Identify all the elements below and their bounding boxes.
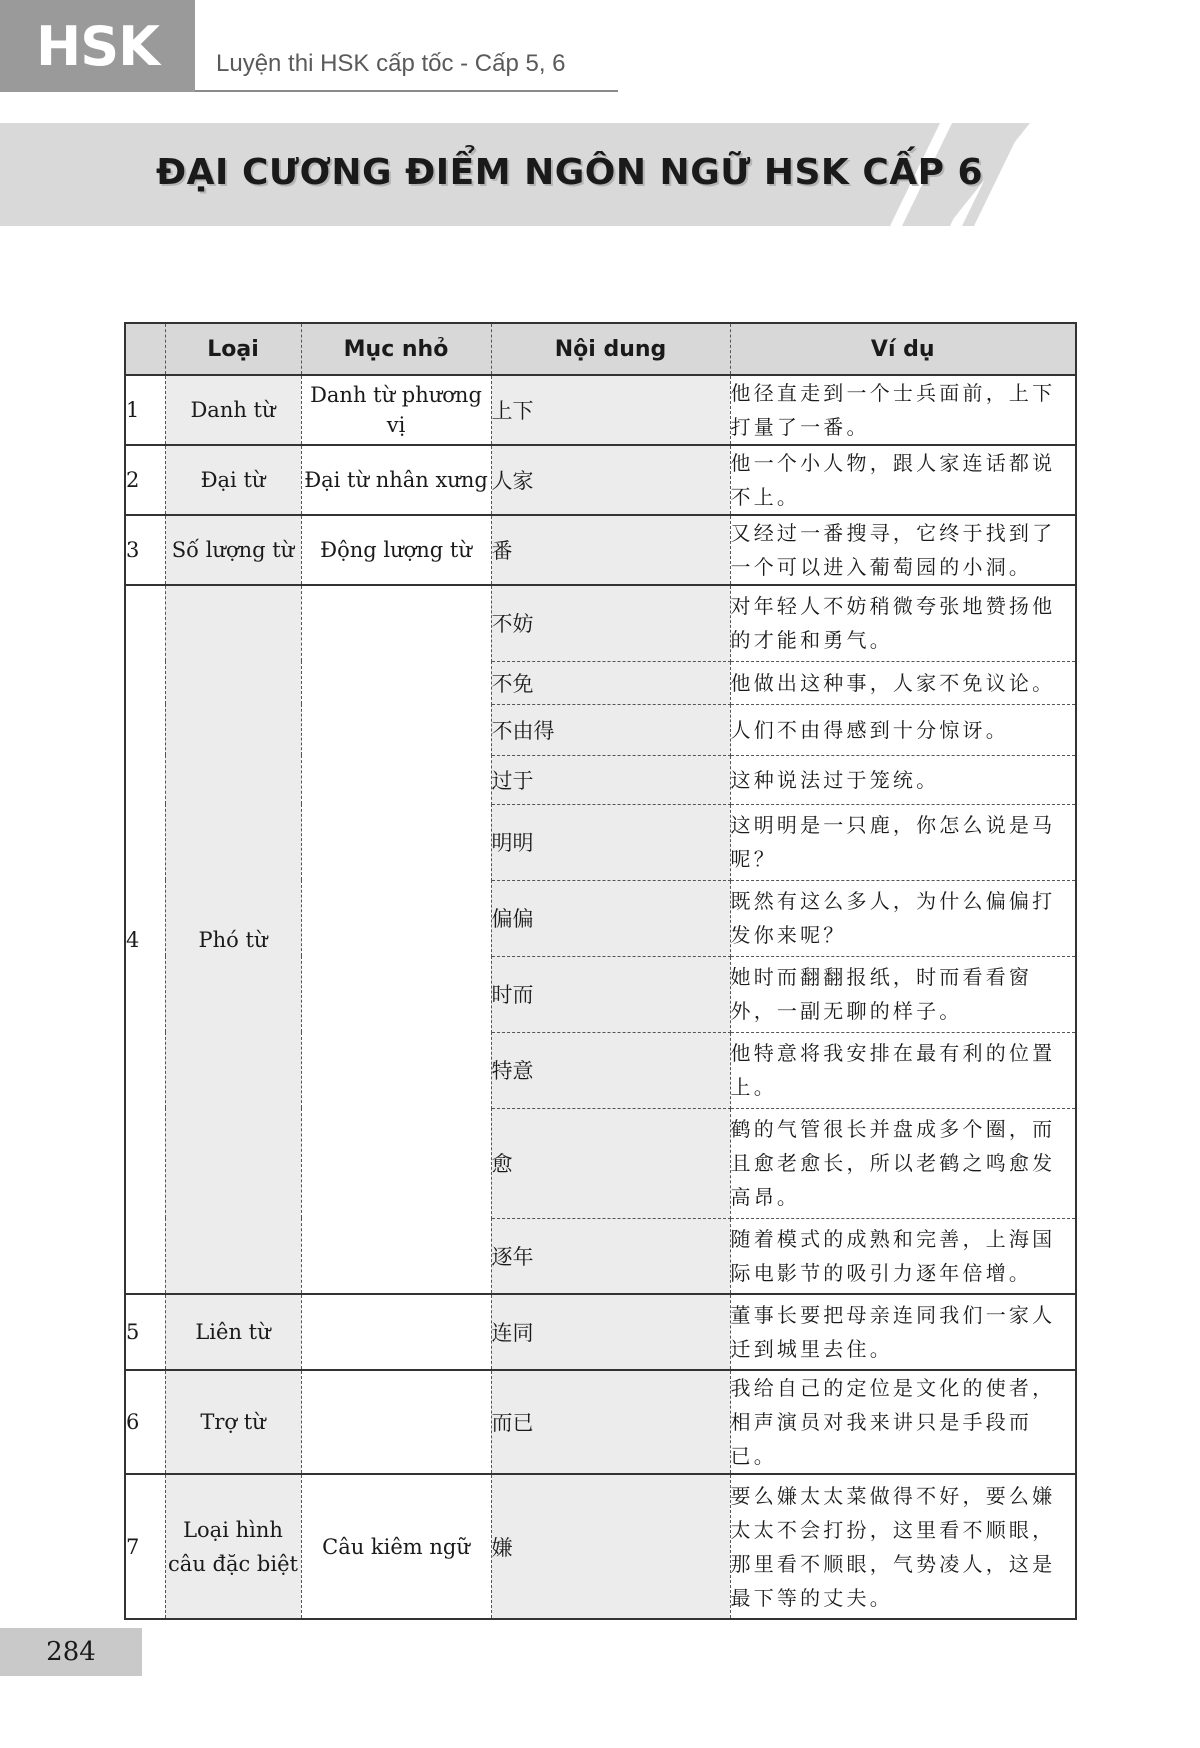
example-cell: 董事长要把母亲连同我们一家人迁到城里去住。 (730, 1294, 1076, 1370)
example-cell: 他特意将我安排在最有利的位置上。 (730, 1032, 1076, 1108)
example-cell: 他做出这种事，人家不免议论。 (730, 661, 1076, 704)
row-number: 6 (125, 1370, 165, 1474)
category-cell: Trợ từ (165, 1370, 301, 1474)
row-number: 3 (125, 515, 165, 585)
subcategory-cell (301, 585, 491, 1294)
example-cell: 这种说法过于笼统。 (730, 755, 1076, 804)
grammar-table (124, 322, 1077, 1620)
table-row (125, 515, 1076, 585)
example-cell: 鹤的气管很长并盘成多个圈，而且愈老愈长，所以老鹤之鸣愈发高昂。 (730, 1108, 1076, 1218)
content-cell: 时而 (491, 956, 730, 1032)
example-cell: 人们不由得感到十分惊讶。 (730, 704, 1076, 755)
table-row (125, 1370, 1076, 1474)
content-cell: 明明 (491, 804, 730, 880)
example-cell: 既然有这么多人，为什么偏偏打发你来呢？ (730, 880, 1076, 956)
subcategory-cell (301, 1294, 491, 1370)
example-cell: 要么嫌太太菜做得不好，要么嫌太太不会打扮，这里看不顺眼，那里看不顺眼，气势凌人，这是最下等的丈夫。 (730, 1474, 1076, 1619)
header-cell-loai: Loại (165, 323, 301, 375)
header-cell-noi-dung: Nội dung (491, 323, 730, 375)
table-header-row (125, 323, 1076, 375)
header-cell-vi-du: Ví dụ (730, 323, 1076, 375)
brand-logo: HSK (0, 0, 195, 92)
example-cell: 这明明是一只鹿，你怎么说是马呢？ (730, 804, 1076, 880)
category-cell: Loại hình câu đặc biệt (165, 1474, 301, 1619)
example-cell: 他一个小人物，跟人家连话都说不上。 (730, 445, 1076, 515)
content-cell: 特意 (491, 1032, 730, 1108)
content-cell: 逐年 (491, 1218, 730, 1294)
example-cell: 对年轻人不妨稍微夸张地赞扬他的才能和勇气。 (730, 585, 1076, 661)
content-cell: 上下 (491, 375, 730, 445)
content-cell: 而已 (491, 1370, 730, 1474)
content-cell: 不由得 (491, 704, 730, 755)
content-cell: 番 (491, 515, 730, 585)
row-number: 4 (125, 585, 165, 1294)
content-cell: 不妨 (491, 585, 730, 661)
category-cell: Danh từ (165, 375, 301, 445)
category-cell: Liên từ (165, 1294, 301, 1370)
page-number: 284 (0, 1628, 142, 1676)
row-number: 7 (125, 1474, 165, 1619)
content-cell: 不免 (491, 661, 730, 704)
row-number: 1 (125, 375, 165, 445)
content-cell: 偏偏 (491, 880, 730, 956)
page-title: ĐẠI CƯƠNG ĐIỂM NGÔN NGỮ HSK CẤP 6 (156, 152, 984, 193)
header-cell-number (125, 323, 165, 375)
table-row (125, 585, 1076, 661)
table-row (125, 375, 1076, 445)
category-cell: Đại từ (165, 445, 301, 515)
subcategory-cell: Câu kiêm ngữ (301, 1474, 491, 1619)
row-number: 5 (125, 1294, 165, 1370)
example-cell: 我给自己的定位是文化的使者，相声演员对我来讲只是手段而已。 (730, 1370, 1076, 1474)
subcategory-cell: Danh từ phương vị (301, 375, 491, 445)
row-number: 2 (125, 445, 165, 515)
subcategory-cell (301, 1370, 491, 1474)
subcategory-cell: Đại từ nhân xưng (301, 445, 491, 515)
table-row (125, 445, 1076, 515)
content-cell: 连同 (491, 1294, 730, 1370)
category-cell: Số lượng từ (165, 515, 301, 585)
subcategory-cell: Động lượng từ (301, 515, 491, 585)
header-cell-muc-nho: Mục nhỏ (301, 323, 491, 375)
content-cell: 嫌 (491, 1474, 730, 1619)
content-cell: 愈 (491, 1108, 730, 1218)
book-title: Luyện thi HSK cấp tốc - Cấp 5, 6 (216, 50, 566, 77)
content-cell: 过于 (491, 755, 730, 804)
table-row (125, 1474, 1076, 1619)
example-cell: 他径直走到一个士兵面前，上下打量了一番。 (730, 375, 1076, 445)
table-row (125, 1294, 1076, 1370)
header-rule (195, 90, 618, 92)
example-cell: 她时而翻翻报纸，时而看看窗外，一副无聊的样子。 (730, 956, 1076, 1032)
example-cell: 随着模式的成熟和完善，上海国际电影节的吸引力逐年倍增。 (730, 1218, 1076, 1294)
category-cell: Phó từ (165, 585, 301, 1294)
content-cell: 人家 (491, 445, 730, 515)
example-cell: 又经过一番搜寻，它终于找到了一个可以进入葡萄园的小洞。 (730, 515, 1076, 585)
